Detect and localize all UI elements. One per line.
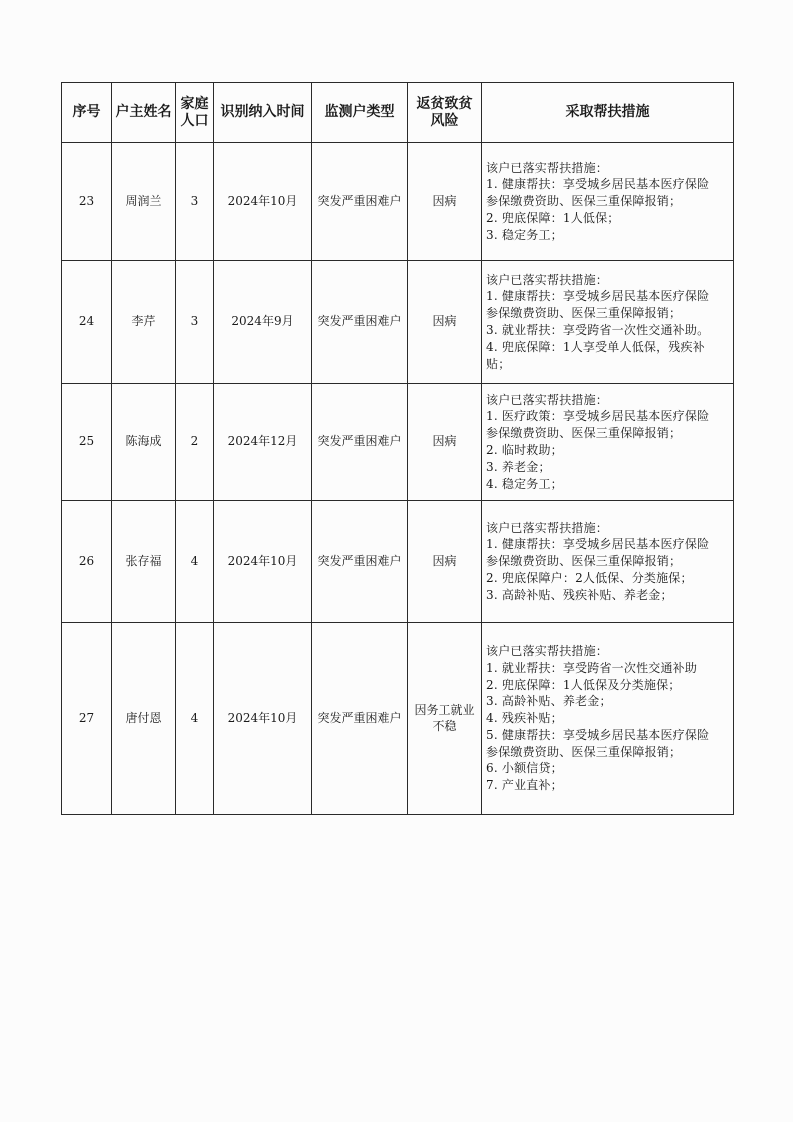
measure-line: 5. 健康帮扶：享受城乡居民基本医疗保险: [486, 727, 710, 742]
row-monitor-type: 突发严重困难户: [312, 384, 408, 501]
row-identify-time: 2024年12月: [214, 384, 312, 501]
row-name: 张存福: [112, 501, 176, 623]
row-family-size: 3: [176, 143, 214, 261]
row-seq: 26: [62, 501, 112, 623]
row-poverty-risk: 因病: [408, 261, 482, 384]
measure-line: 2. 兜底保障：1人低保；: [486, 210, 620, 225]
measure-line: 1. 健康帮扶：享受城乡居民基本医疗保险: [486, 537, 710, 552]
assistance-table: [61, 82, 734, 815]
header-poverty-risk: 返贫致贫 风险: [408, 83, 482, 143]
measure-line: 4. 稳定务工；: [486, 476, 563, 491]
row-poverty-risk: 因病: [408, 384, 482, 501]
measure-line: 参保缴费资助、医保三重保障报销；: [486, 744, 682, 759]
measure-line: 参保缴费资助、医保三重保障报销；: [486, 426, 682, 441]
measure-line: 1. 就业帮扶：享受跨省一次性交通补助: [486, 660, 698, 675]
table-row: [62, 143, 734, 261]
row-family-size: 4: [176, 501, 214, 623]
measure-line: 1. 医疗政策：享受城乡居民基本医疗保险: [486, 409, 710, 424]
measure-line: 4. 残疾补贴；: [486, 711, 563, 726]
header-row: [62, 83, 734, 143]
row-identify-time: 2024年10月: [214, 143, 312, 261]
row-family-size: 3: [176, 261, 214, 384]
measure-line: 3. 就业帮扶：享受跨省一次性交通补助。: [486, 323, 710, 337]
row-seq: 23: [62, 143, 112, 261]
measure-line: 2. 兜底保障户：2人低保、分类施保；: [486, 570, 693, 585]
measure-line: 7. 产业直补；: [486, 778, 563, 793]
measure-line: 贴；: [486, 356, 511, 371]
row-name: 唐付恩: [112, 623, 176, 815]
row-monitor-type: 突发严重困难户: [312, 261, 408, 384]
row-monitor-type: 突发严重困难户: [312, 143, 408, 261]
row-monitor-type: 突发严重困难户: [312, 501, 408, 623]
header-family-size: 家庭 人口: [176, 83, 214, 143]
header-measures: 采取帮扶措施: [482, 83, 734, 143]
measure-line: 该户已落实帮扶措施：: [486, 272, 609, 287]
measure-line: 1. 健康帮扶：享受城乡居民基本医疗保险: [486, 177, 710, 192]
row-measures: [482, 143, 734, 261]
header-seq: 序号: [62, 83, 112, 143]
measure-line: 6. 小额信贷；: [486, 761, 563, 776]
header-monitor-type: 监测户类型: [312, 83, 408, 143]
row-measures: [482, 501, 734, 623]
row-measures: [482, 623, 734, 815]
measure-line: 参保缴费资助、医保三重保障报销；: [486, 306, 682, 321]
row-poverty-risk: 因病: [408, 501, 482, 623]
measure-line: 参保缴费资助、医保三重保障报销；: [486, 194, 682, 209]
row-family-size: 2: [176, 384, 214, 501]
measure-line: 该户已落实帮扶措施：: [486, 520, 609, 535]
row-measures: [482, 384, 734, 501]
header-identify-time: 识别纳入时间: [214, 83, 312, 143]
row-identify-time: 2024年9月: [214, 261, 312, 384]
row-name: 李芹: [112, 261, 176, 384]
row-seq: 27: [62, 623, 112, 815]
header-name: 户主姓名: [112, 83, 176, 143]
row-measures: [482, 261, 734, 384]
measure-line: 该户已落实帮扶措施：: [486, 392, 609, 407]
row-poverty-risk: 因务工就业 不稳: [408, 623, 482, 815]
measure-line: 该户已落实帮扶措施：: [486, 643, 609, 658]
row-seq: 24: [62, 261, 112, 384]
row-name: 周润兰: [112, 143, 176, 261]
measure-line: 参保缴费资助、医保三重保障报销；: [486, 554, 682, 569]
measure-line: 该户已落实帮扶措施：: [486, 160, 609, 175]
measure-line: 2. 兜底保障：1人低保及分类施保；: [486, 677, 681, 692]
table-row: [62, 623, 734, 815]
measure-line: 1. 健康帮扶：享受城乡居民基本医疗保险: [486, 289, 710, 304]
table-row: [62, 501, 734, 623]
row-identify-time: 2024年10月: [214, 623, 312, 815]
row-poverty-risk: 因病: [408, 143, 482, 261]
row-monitor-type: 突发严重困难户: [312, 623, 408, 815]
row-family-size: 4: [176, 623, 214, 815]
measure-line: 3. 稳定务工；: [486, 227, 563, 242]
measure-line: 4. 兜底保障：1人享受单人低保，残疾补: [486, 339, 705, 354]
table-row: [62, 384, 734, 501]
measure-line: 2. 临时救助；: [486, 443, 563, 457]
measure-line: 3. 高龄补贴、养老金；: [486, 694, 612, 709]
measure-line: 3. 养老金；: [486, 459, 551, 474]
row-seq: 25: [62, 384, 112, 501]
row-identify-time: 2024年10月: [214, 501, 312, 623]
measure-line: 3. 高龄补贴、残疾补贴、养老金；: [486, 587, 673, 602]
table-row: [62, 261, 734, 384]
row-name: 陈海成: [112, 384, 176, 501]
